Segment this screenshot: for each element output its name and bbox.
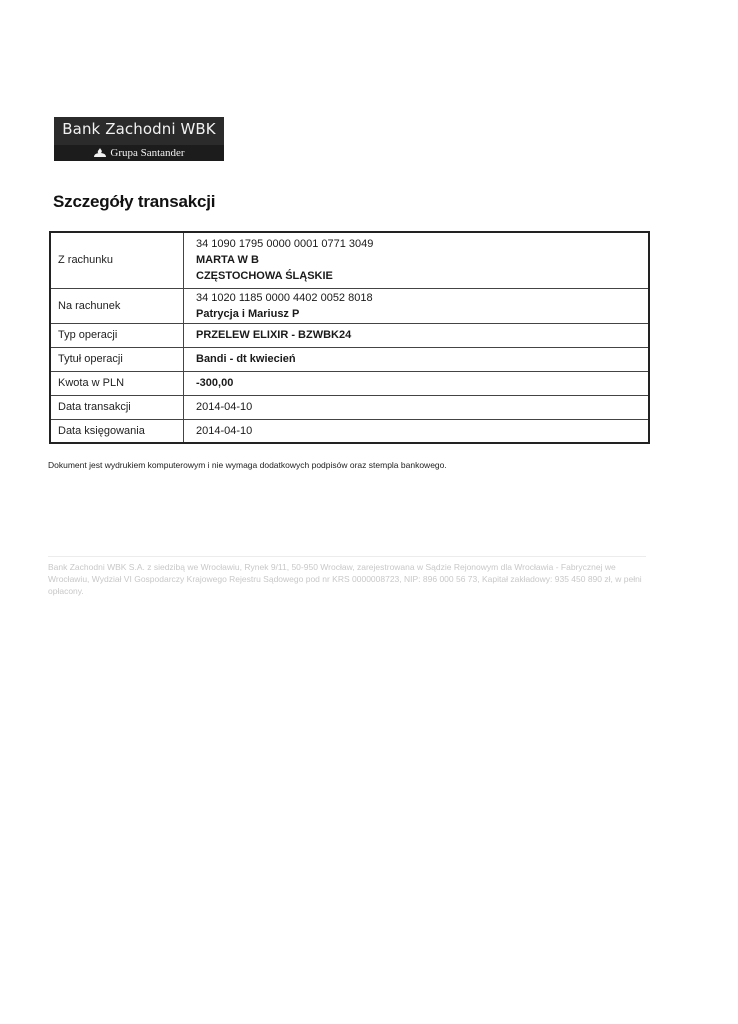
table-row xyxy=(50,419,649,443)
table-row xyxy=(50,395,649,419)
from-account-name: MARTA W B xyxy=(196,254,259,267)
to-account-value xyxy=(184,288,650,323)
disclaimer-text: Dokument jest wydrukiem komputerowym i nie wymaga dodatkowych podpisów oraz stempla bankowego. xyxy=(48,460,447,470)
amount-label: Kwota w PLN xyxy=(50,371,184,395)
from-account-value xyxy=(184,232,650,288)
bank-logo xyxy=(54,117,224,161)
transaction-details-table xyxy=(49,231,650,444)
amount-value: -300,00 xyxy=(184,371,650,395)
table-row xyxy=(50,371,649,395)
from-account-city: CZĘSTOCHOWA ŚLĄSKIE xyxy=(196,270,333,283)
booking-date-value: 2014-04-10 xyxy=(184,419,650,443)
to-account-label: Na rachunek xyxy=(50,288,184,323)
operation-type-value: PRZELEW ELIXIR - BZWBK24 xyxy=(184,323,650,347)
from-account-label: Z rachunku xyxy=(50,232,184,288)
from-account-number: 34 1090 1795 0000 0001 0771 3049 xyxy=(196,238,374,251)
operation-type-label: Typ operacji xyxy=(50,323,184,347)
table-row xyxy=(50,323,649,347)
logo-group-bar xyxy=(54,145,224,161)
santander-flame-icon xyxy=(93,148,107,158)
footer-divider xyxy=(48,556,646,557)
to-account-number: 34 1020 1185 0000 4402 0052 8018 xyxy=(196,291,373,304)
transaction-date-label: Data transakcji xyxy=(50,395,184,419)
table-row xyxy=(50,232,649,288)
logo-group-name: Grupa Santander xyxy=(110,147,185,159)
operation-title-label: Tytuł operacji xyxy=(50,347,184,371)
logo-bank-name: Bank Zachodni WBK xyxy=(62,120,216,138)
to-account-name: Patrycja i Mariusz P xyxy=(196,307,300,320)
transaction-date-value: 2014-04-10 xyxy=(184,395,650,419)
booking-date-label: Data księgowania xyxy=(50,419,184,443)
table-row xyxy=(50,347,649,371)
operation-title-value: Bandi - dt kwiecień xyxy=(184,347,650,371)
footer-legal-text: Bank Zachodni WBK S.A. z siedzibą we Wrocławiu, Rynek 9/11, 50-950 Wrocław, zarejestrowana w Sądzie Rejonowym dla Wrocławia - Fabrycznej we Wrocławiu, Wydział VI Gospodarczy Krajowego Rejestru Sądowego pod nr KRS 0000008723, NIP: 896 000 56 73, Kapitał zakładowy: 935 450 890 zł, w pełni opłacony. xyxy=(48,562,642,596)
table-row xyxy=(50,288,649,323)
page-title: Szczegóły transakcji xyxy=(53,192,216,211)
